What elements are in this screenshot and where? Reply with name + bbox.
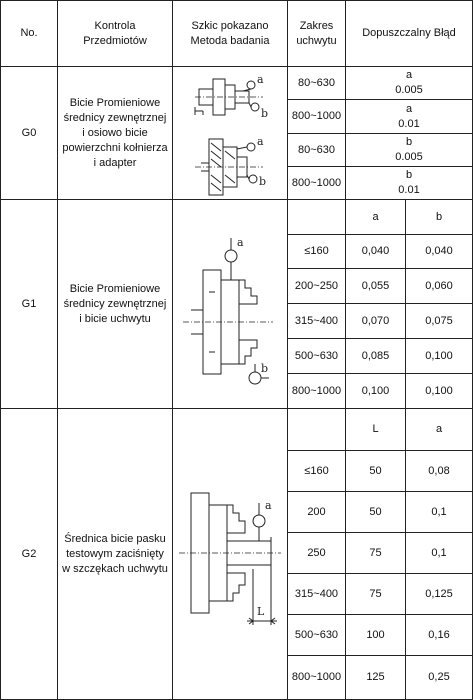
g0-range-value: 80~630	[297, 76, 335, 89]
g2-test-sketch	[173, 409, 287, 699]
g1-b-value: 0,100	[425, 384, 453, 397]
g2-value-a	[406, 492, 472, 532]
g1-value-a	[346, 269, 405, 303]
g0-no	[1, 67, 57, 199]
g2-value-a	[406, 451, 472, 491]
g1-desc-line: Bicie Promieniowe	[69, 282, 161, 295]
g1-value-a	[346, 374, 405, 408]
g2-value-l	[346, 533, 405, 573]
header-items	[58, 1, 172, 66]
g2-l-value: 50	[369, 505, 382, 518]
g2-a-value: 0,1	[431, 505, 447, 518]
g0-no-label: G0	[21, 126, 37, 139]
g2-range	[288, 533, 345, 573]
header-range-line2: uchwytu	[296, 34, 337, 47]
g0-tolerance-letter: a	[405, 69, 413, 81]
g1-a-value: 0,100	[361, 384, 390, 397]
g2-no	[1, 409, 57, 699]
header-no	[1, 1, 57, 66]
g2-col-b-header	[406, 409, 472, 450]
g1-range-value: ≤160	[304, 245, 329, 257]
g1-b-value: 0,060	[425, 279, 453, 292]
g2-l-value: 75	[369, 587, 382, 600]
g0-desc-line: średnicy zewnętrznej	[63, 111, 167, 124]
g0-tolerance-letter: b	[405, 169, 413, 181]
header-sketch-line2: Metoda badania	[190, 34, 270, 47]
header-tolerance-label: Dopuszczalny Błąd	[362, 27, 456, 39]
g2-description	[58, 409, 172, 699]
g1-b-value: 0,075	[425, 314, 453, 327]
g1-sketch-label-b: b	[261, 362, 269, 375]
g2-l-value: 125	[366, 671, 385, 683]
g0-range	[288, 67, 345, 99]
g2-col-a-header	[346, 409, 405, 450]
header-sketch-line1: Szkic pokazano	[191, 19, 269, 32]
g1-a-value: 0,085	[361, 349, 390, 362]
g1-value-b	[406, 304, 472, 338]
g2-l-value: 100	[366, 628, 385, 641]
g2-range	[288, 492, 345, 532]
g1-no	[1, 200, 57, 408]
g2-range-value: 200	[307, 505, 326, 518]
g2-l-value: 75	[369, 546, 382, 559]
g1-range	[288, 235, 345, 268]
g1-b-value: 0,100	[425, 349, 453, 362]
g1-value-b	[406, 269, 472, 303]
g2-range	[288, 656, 345, 699]
g2-range	[288, 574, 345, 614]
g1-range-value: 800~1000	[291, 384, 342, 397]
g2-a-value: 0,16	[428, 628, 450, 641]
g1-col-b-header	[406, 200, 472, 234]
g2-value-a	[406, 574, 472, 614]
g0-sketch-label-a1: a	[257, 73, 264, 86]
g1-col-a-header	[346, 200, 405, 234]
g2-l-value: 50	[369, 464, 382, 477]
g0-range	[288, 167, 345, 199]
g0-range-value: 800~1000	[291, 176, 342, 189]
header-tolerance	[346, 1, 472, 66]
g2-value-l	[346, 656, 405, 699]
g1-b-value: 0,040	[425, 245, 453, 257]
header-range	[288, 1, 345, 66]
g1-col-a-label: a	[372, 210, 379, 223]
g2-value-a	[406, 533, 472, 573]
g0-tolerance-value: 0.01	[398, 117, 420, 130]
g2-no-label: G2	[21, 547, 37, 560]
g2-a-value: 0,25	[428, 671, 450, 683]
g0-range	[288, 100, 345, 133]
g1-range-value: 500~630	[294, 349, 339, 362]
g2-sketch-label-a: a	[265, 499, 272, 512]
g0-tolerance-value: 0.005	[395, 151, 423, 163]
g1-test-sketch	[173, 200, 287, 408]
g0-tolerance	[346, 67, 472, 99]
g1-value-b	[406, 374, 472, 408]
g1-range-value: 200~250	[294, 279, 339, 292]
g2-value-a	[406, 656, 472, 699]
g1-value-a	[346, 339, 405, 373]
g2-a-value: 0,1	[431, 546, 447, 559]
g0-range-value: 80~630	[297, 143, 335, 156]
g0-tolerance-letter: b	[405, 136, 413, 148]
g2-value-a	[406, 615, 472, 655]
header-no-label: No.	[20, 27, 38, 39]
g2-desc-line: w szczękach uchwytu	[62, 562, 168, 575]
g1-range	[288, 339, 345, 373]
g1-range	[288, 374, 345, 408]
g0-test-sketch	[173, 67, 287, 199]
g1-value-b	[406, 339, 472, 373]
g2-range-value: 500~630	[294, 628, 339, 641]
header-items-line1: Kontrola	[94, 19, 136, 32]
g0-tolerance	[346, 134, 472, 166]
g0-sketch-label-a2: a	[257, 135, 264, 148]
g0-description	[58, 67, 172, 199]
g1-no-label: G1	[21, 297, 37, 310]
g0-sketch-label-b2: b	[259, 175, 267, 188]
g1-range	[288, 304, 345, 338]
g0-tolerance	[346, 167, 472, 199]
g0-sketch-label-b1: b	[261, 107, 269, 120]
g0-range-value: 800~1000	[291, 110, 342, 122]
g2-col-a-label: L	[372, 423, 379, 435]
g0-tolerance	[346, 100, 472, 133]
g2-value-l	[346, 574, 405, 614]
g1-description	[58, 200, 172, 408]
g2-sketch-label-l: L	[257, 605, 265, 618]
g2-col-b-label: a	[435, 423, 443, 435]
g0-desc-line: i adapter	[93, 156, 137, 169]
g2-desc-line: Średnica bicie pasku	[64, 532, 166, 545]
g1-value-a	[346, 304, 405, 338]
g0-range	[288, 134, 345, 166]
g0-desc-line: Bicie Promieniowe	[69, 96, 161, 109]
g1-value-b	[406, 235, 472, 268]
g2-a-value: 0,125	[425, 587, 453, 600]
g1-desc-line: i bicie uchwytu	[79, 312, 151, 325]
g1-col-b-label: b	[435, 210, 443, 223]
header-range-line1: Zakres	[299, 19, 334, 32]
g2-range-value: 800~1000	[291, 671, 342, 683]
g1-a-value: 0,055	[361, 279, 390, 292]
g1-value-a	[346, 235, 405, 268]
g2-range-value: ≤160	[304, 464, 329, 477]
g1-range	[288, 269, 345, 303]
g2-range-value: 250	[307, 546, 326, 559]
header-items-line2: Przedmiotów	[83, 34, 147, 47]
g2-range-value: 315~400	[294, 587, 339, 600]
g2-value-l	[346, 615, 405, 655]
g1-a-value: 0,040	[361, 245, 390, 257]
g1-a-value: 0,070	[361, 314, 390, 327]
g1-sketch-label-a: a	[237, 236, 244, 249]
g2-range	[288, 451, 345, 491]
g1-desc-line: średnicy zewnętrznej	[63, 297, 167, 310]
g2-desc-line: testowym zaciśnięty	[66, 547, 164, 560]
g0-tolerance-value: 0.01	[398, 184, 420, 196]
g1-range-value: 315~400	[294, 314, 339, 327]
g0-tolerance-value: 0.005	[395, 84, 423, 96]
g2-value-l	[346, 451, 405, 491]
g2-value-l	[346, 492, 405, 532]
g0-desc-line: powierzchni kołnierza	[62, 141, 168, 154]
g2-a-value: 0,08	[428, 464, 450, 477]
header-sketch	[173, 1, 287, 66]
g2-range	[288, 615, 345, 655]
g0-desc-line: i osiowo bicie	[82, 126, 148, 139]
g0-tolerance-letter: a	[405, 102, 413, 115]
